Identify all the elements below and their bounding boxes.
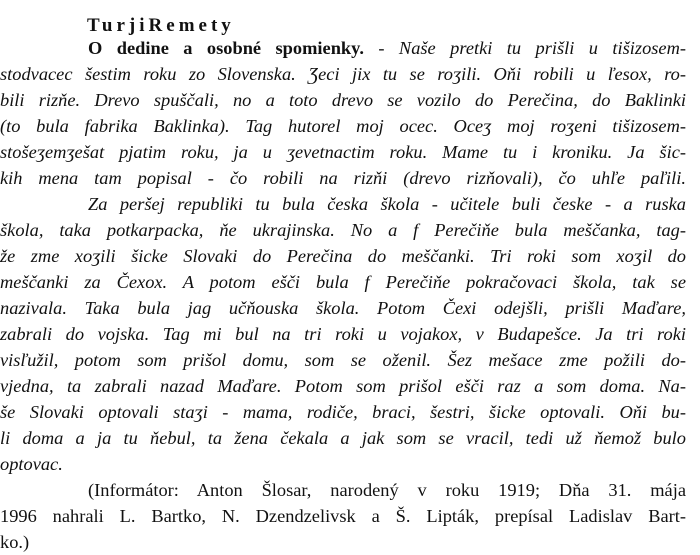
narrative-line: stošeʒemʒešat pjatim roku, ja u ʒevetnactim roku. Mame tu i kroniku. Ja šic- (0, 142, 686, 162)
source-line: (Informátor: Anton Šlosar, narodený v roku 1919; Dňa 31. mája (88, 480, 686, 500)
place-title: TurjiRemety (87, 15, 235, 36)
narrative-line: stodvacec šestim roku zo Slovenska. Ʒeci jix tu se roʒili. Oňi robili u ľesox, ro- (0, 64, 686, 84)
narrative-line: optovac. (0, 454, 63, 474)
narrative-line: bili rizňe. Drevo spuščali, no a toto drevo se vozilo do Perečina, do Baklinki (0, 90, 686, 110)
text-line-1 (88, 35, 686, 61)
narrative-line: škola, taka potkarpacka, ňe ukrajinska. No a f Perečiňe bula meščanka, tag- (0, 220, 686, 240)
narrative-line: vjedna, ta zabrali nazad Maďare. Potom som prišol ešči raz a som doma. Na- (0, 376, 686, 396)
narrative-line: (to bula fabrika Baklinka). Tag hutorel moj ocec. Oceʒ moj roʒeni tišizosem- (0, 116, 686, 136)
narrative-line: - Naše pretki tu prišli u tišizosem- (378, 38, 686, 58)
narrative-line: še Slovaki optovali staʒi - mama, rodiče, braci, šestri, šicke optovali. Oňi bu- (0, 402, 686, 422)
narrative-line: meščanki za Čexox. A potom ešči bula f Perečiňe pokračovaci škola, tak se (0, 272, 686, 292)
narrative-line: zabrali do vojska. Tag mi bul na tri roki u vojakox, v Budapešce. Ja tri roki (0, 324, 686, 344)
narrative-line: nazivala. Taka bula jag učňouska škola. Potom Čexi odejšli, prišli Maďare, (0, 298, 686, 318)
section-title: O dedine a osobné spomienky. (88, 38, 364, 58)
narrative-line: Za peršej republiki tu bula česka škola - učitele buli česke - a ruska (88, 194, 686, 214)
narrative-line: li doma a ja tu ňebul, ta žena čekala a jak som se vracil, tedi už ňemož bulo (0, 428, 686, 448)
narrative-line: kih mena tam popisal - čo robili na rizňi (drevo rizňovali), čo uhľe paľili. (0, 168, 686, 188)
narrative-line: že zme xoʒili šicke Slovaki do Perečina do meščanki. Tri roki som xoʒil do (0, 246, 686, 266)
source-line: ko.) (0, 532, 30, 552)
source-line: 1996 nahrali L. Bartko, N. Dzendzelivsk a Š. Lipták, prepísal Ladislav Bart- (0, 506, 686, 526)
narrative-line: visľužil, potom som prišol domu, som se oženil. Šez mešace zme požili do- (0, 350, 686, 370)
